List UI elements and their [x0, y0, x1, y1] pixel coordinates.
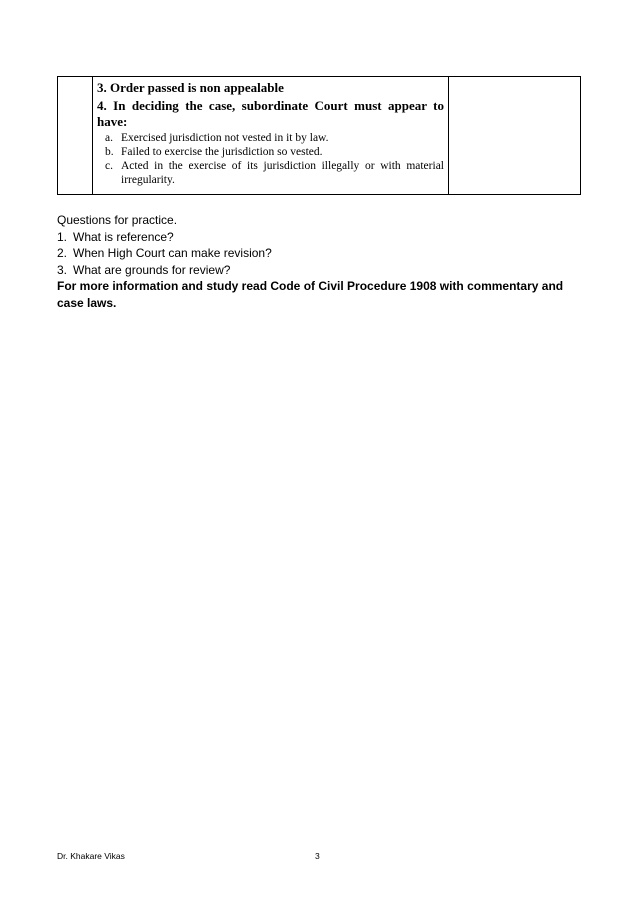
list-item: [105, 145, 444, 159]
question-item: [57, 245, 582, 262]
study-note: For more information and study read Code of Civil Procedure 1908 with commentary and case laws.: [57, 279, 564, 310]
list-item: [105, 159, 444, 187]
question-number: 3.: [57, 262, 68, 277]
question-text: What are grounds for review?: [73, 262, 231, 277]
list-marker: b.: [105, 146, 114, 158]
list-text: Exercised jurisdiction not vested in it by law.: [121, 132, 329, 144]
list-text: Failed to exercise the jurisdiction so vested.: [121, 146, 323, 158]
question-number: 2.: [57, 246, 68, 260]
question-item: [57, 229, 582, 246]
revision-table: [57, 76, 581, 195]
table-cell-notes: [449, 77, 581, 195]
footer-page-number: 3: [315, 851, 320, 861]
table-cell-index: [58, 77, 93, 195]
list-text: Acted in the exercise of its jurisdiction illegally or with material irregularity.: [121, 160, 444, 186]
conditions-list: [97, 131, 444, 187]
table-cell-content: [93, 77, 449, 195]
point-3-heading: 3. Order passed is non appealable: [97, 80, 284, 95]
list-marker: c.: [105, 160, 113, 172]
practice-section: [57, 212, 582, 311]
list-item: [105, 131, 444, 145]
table-row: [58, 77, 581, 195]
list-marker: a.: [105, 132, 113, 144]
point-4-heading: 4. In deciding the case, subordinate Court must appear to have:: [97, 98, 444, 129]
question-text: What is reference?: [73, 229, 174, 244]
footer-author: Dr. Khakare Vikas: [57, 851, 125, 861]
question-number: 1.: [57, 229, 68, 244]
practice-title: Questions for practice.: [57, 213, 178, 227]
question-item: [57, 262, 582, 279]
question-text: When High Court can make revision?: [73, 246, 272, 260]
